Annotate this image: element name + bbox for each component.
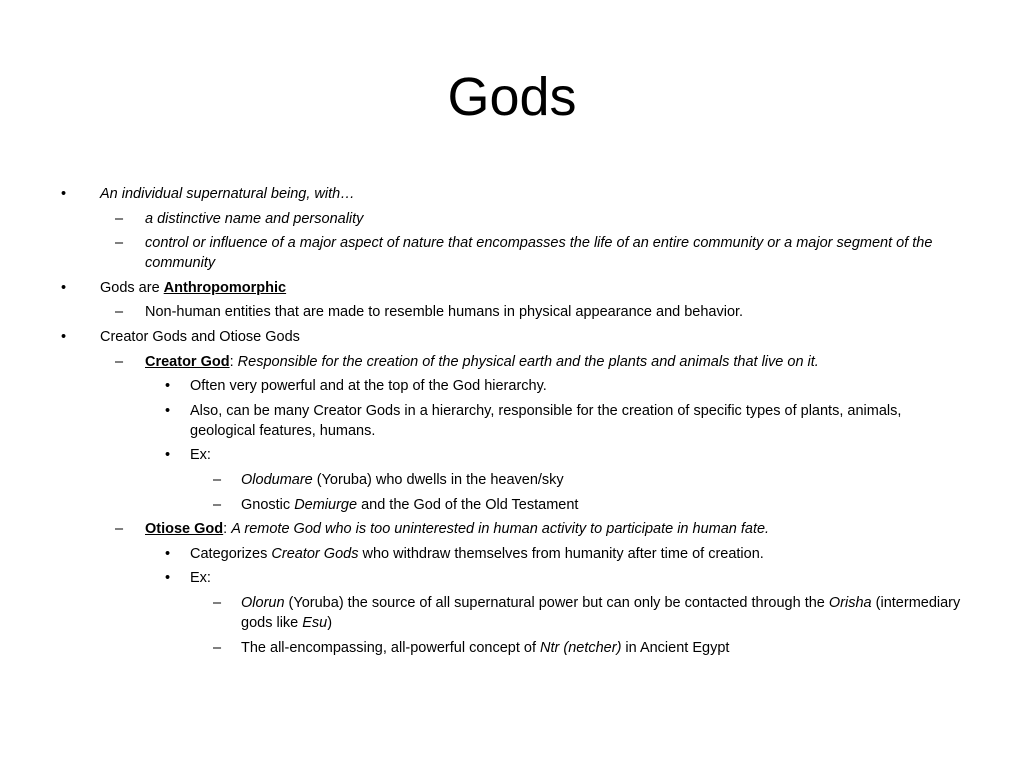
text-segment: (Yoruba) the source of all supernatural power but can only be contacted through the [284, 594, 829, 611]
list-item [0, 184, 1024, 204]
list-item-text [145, 211, 363, 227]
list-item [0, 544, 1024, 564]
bullet-marker: • [61, 328, 67, 345]
text-segment: The all-encompassing, all-powerful concept of [241, 639, 541, 656]
italic-text: A remote God who is too uninterested in human activity to participate in human fate. [231, 521, 770, 538]
text-segment: : [229, 353, 238, 370]
list-item-text [241, 640, 729, 656]
slide-body [0, 184, 1024, 662]
dash-marker: – [115, 521, 124, 538]
list-item-text [241, 472, 564, 488]
list-item-text [190, 378, 547, 394]
italic-text: Olorun [241, 594, 285, 611]
text-segment: Often very powerful and at the top of the God hierarchy. [190, 378, 547, 395]
dash-marker: – [213, 471, 222, 488]
bullet-marker: • [61, 186, 67, 202]
list-item-text [190, 546, 764, 562]
key-term: Otiose God [145, 521, 224, 538]
list-item-text [190, 403, 901, 439]
list-item [0, 327, 1024, 347]
list-item [0, 278, 1024, 298]
text-segment: and the God of the Old Testament [357, 496, 579, 513]
text-segment: Ex: [190, 570, 211, 587]
text-segment: Gods are [100, 279, 164, 296]
slide-title: Gods [447, 67, 577, 127]
italic-text: Ntr (netcher) [540, 639, 622, 656]
italic-text: control or influence of a major aspect of nature that encompasses the life of an entire community or a major segment of the community [145, 235, 933, 272]
list-item-text [100, 280, 286, 296]
list-item-text [145, 521, 769, 537]
bullet-marker: • [61, 279, 67, 296]
key-term: Anthropomorphic [163, 279, 287, 296]
italic-text: Responsible for the creation of the physical earth and the plants and animals that live on it. [237, 353, 819, 370]
text-segment: Also, can be many Creator Gods in a hierarchy, responsible for the creation of specific types of plants, animals, geological features, humans. [190, 402, 902, 439]
list-item-text [100, 329, 300, 345]
italic-text: Creator Gods [271, 545, 359, 562]
italic-text: Demiurge [294, 496, 358, 513]
dash-marker: – [115, 235, 124, 252]
dash-marker: – [213, 496, 222, 513]
dash-marker: – [115, 304, 124, 321]
list-item [0, 638, 1024, 658]
italic-text: Olodumare [241, 471, 313, 488]
list-item [0, 593, 1024, 633]
list-item-text [145, 235, 932, 271]
list-item-text [190, 570, 211, 586]
text-segment: Ex: [190, 447, 211, 464]
list-item [0, 376, 1024, 396]
text-segment: (Yoruba) who dwells in the heaven/sky [312, 471, 564, 488]
dash-marker: – [115, 210, 124, 227]
dash-marker: – [213, 594, 222, 611]
text-segment: who withdraw themselves from humanity after time of creation. [358, 545, 764, 562]
bullet-marker: • [165, 402, 171, 419]
list-item [0, 470, 1024, 490]
text-segment: ) [327, 614, 333, 631]
list-item [0, 445, 1024, 465]
list-item [0, 302, 1024, 322]
bullet-marker: • [165, 447, 171, 464]
dash-marker: – [213, 639, 222, 656]
list-item [0, 401, 1024, 441]
bullet-marker: • [165, 378, 171, 395]
text-segment: in Ancient Egypt [621, 639, 730, 656]
list-item [0, 495, 1024, 515]
list-item [0, 519, 1024, 539]
list-item-text [241, 595, 960, 631]
bullet-marker: • [165, 545, 171, 562]
italic-text: a distinctive name and personality [145, 210, 364, 227]
list-item [0, 352, 1024, 372]
list-item-text [100, 186, 355, 202]
dash-marker: – [115, 353, 124, 370]
list-item-text [190, 447, 211, 463]
text-segment: : [223, 521, 232, 538]
text-segment: Gnostic [241, 496, 295, 513]
list-item [0, 568, 1024, 588]
list-item [0, 209, 1024, 229]
text-segment: (intermediary gods like [241, 594, 961, 631]
list-item-text [145, 304, 743, 320]
text-segment: Categorizes [190, 545, 272, 562]
list-item [0, 233, 1024, 273]
text-segment: Creator Gods and Otiose Gods [100, 328, 300, 345]
text-segment: Non-human entities that are made to resemble humans in physical appearance and behavior. [145, 304, 744, 321]
italic-text: Esu [302, 614, 328, 631]
list-item-text [241, 497, 578, 513]
italic-text: Orisha [828, 594, 872, 611]
italic-text: An individual supernatural being, with… [100, 186, 355, 202]
key-term: Creator God [145, 353, 230, 370]
bullet-marker: • [165, 570, 171, 587]
list-item-text [145, 354, 819, 370]
